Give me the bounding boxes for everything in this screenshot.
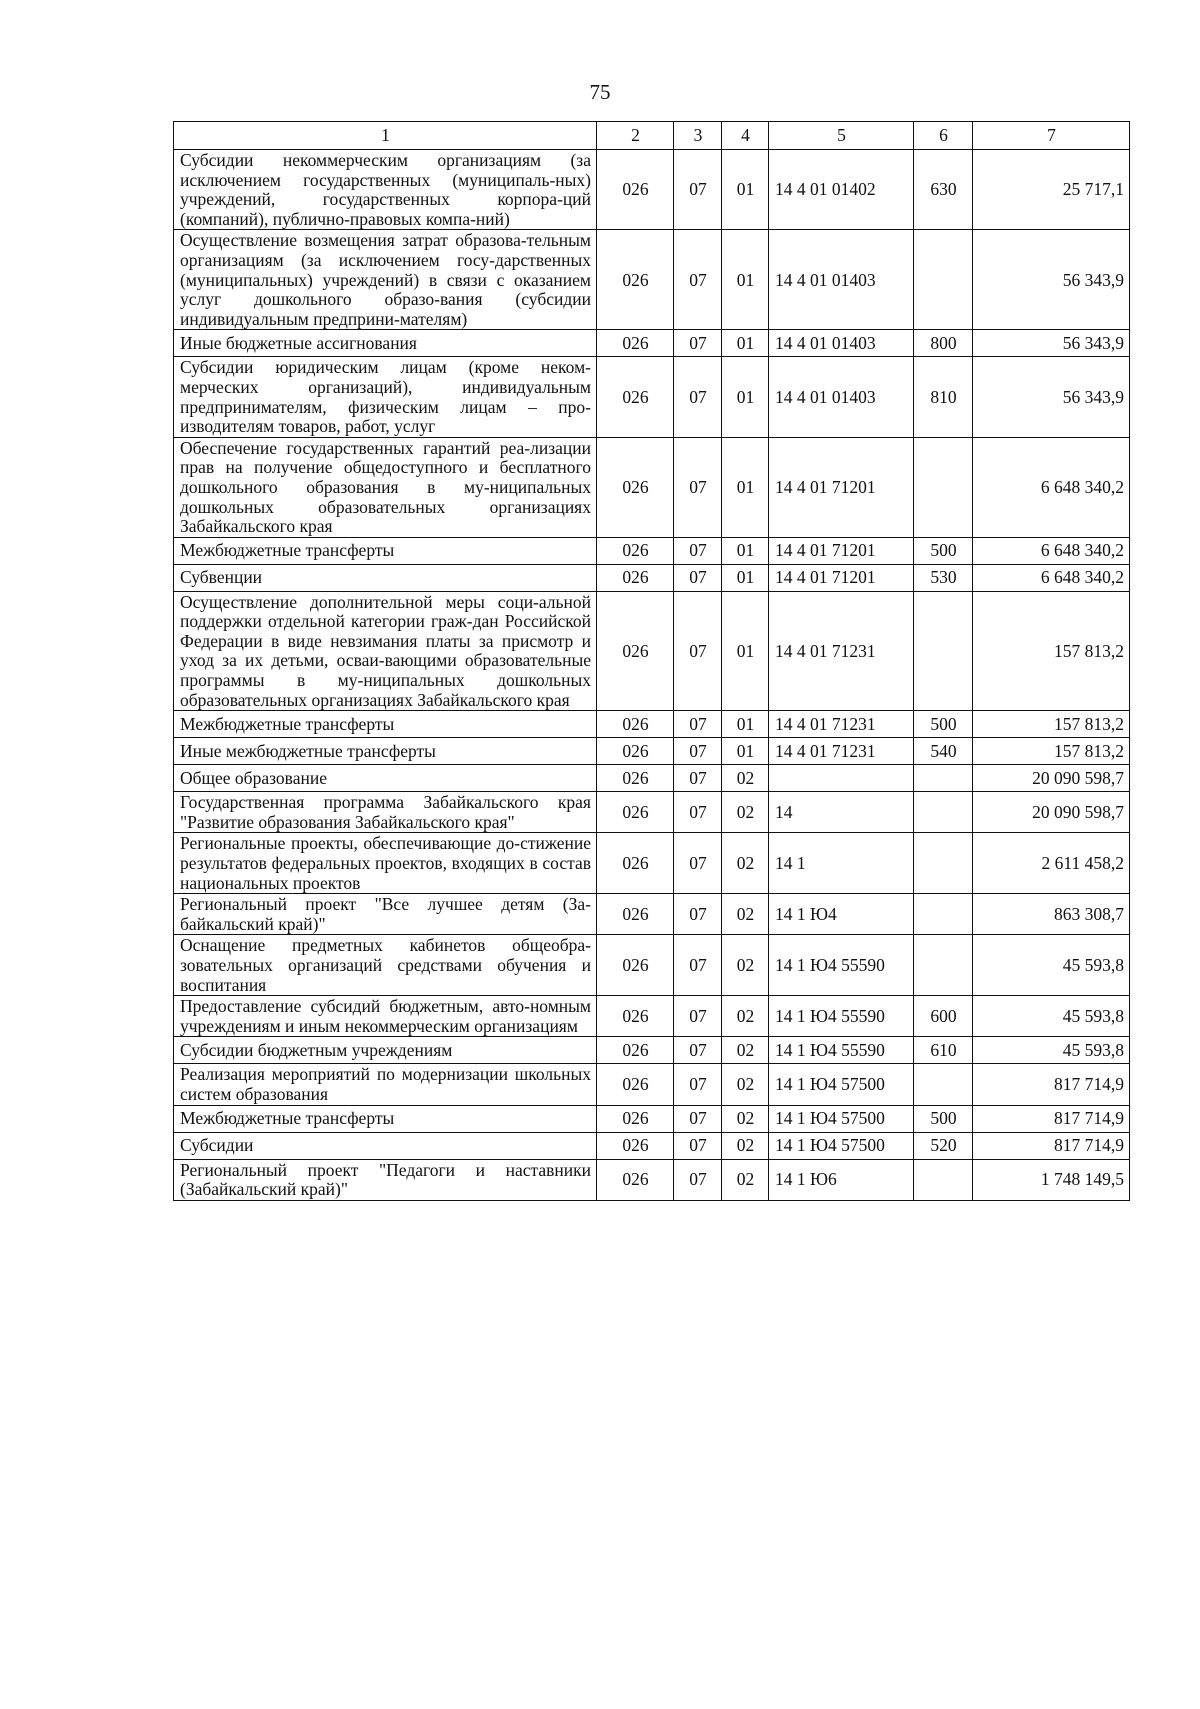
header-row <box>174 122 1130 150</box>
row-col6: 540 <box>914 738 973 765</box>
row-col5: 14 4 01 01403 <box>769 330 914 357</box>
row-col4: 01 <box>722 537 769 564</box>
row-col7: 157 813,2 <box>973 591 1130 711</box>
row-col4: 02 <box>722 1064 769 1105</box>
row-col4: 01 <box>722 591 769 711</box>
row-col6 <box>914 230 973 330</box>
row-col7: 1 748 149,5 <box>973 1159 1130 1200</box>
row-col6: 630 <box>914 150 973 230</box>
table-row <box>174 894 1130 935</box>
table-row <box>174 765 1130 792</box>
row-col5: 14 1 Ю4 57500 <box>769 1105 914 1132</box>
row-col2: 026 <box>597 738 674 765</box>
row-col4: 01 <box>722 150 769 230</box>
row-name: Государственная программа Забайкальского края "Развитие образования Забайкальского края" <box>174 792 597 833</box>
row-name: Межбюджетные трансферты <box>174 537 597 564</box>
row-col3: 07 <box>674 996 722 1037</box>
row-col2: 026 <box>597 935 674 996</box>
row-name: Субсидии <box>174 1132 597 1159</box>
row-col3: 07 <box>674 591 722 711</box>
row-col4: 02 <box>722 765 769 792</box>
row-name: Предоставление субсидий бюджетным, авто-номным учреждениям и иным некоммерческим организациям <box>174 996 597 1037</box>
row-col6: 600 <box>914 996 973 1037</box>
table-row <box>174 1064 1130 1105</box>
row-name: Субвенции <box>174 564 597 591</box>
row-name: Обеспечение государственных гарантий реа-лизации прав на получение общедоступного и бесплатного дошкольного образования в му-ниципальных дошкольных образовательных организациях Забайкальского края <box>174 437 597 537</box>
row-col2: 026 <box>597 833 674 894</box>
row-col5: 14 4 01 71201 <box>769 537 914 564</box>
row-name: Региональный проект "Педагоги и наставники (Забайкальский край)" <box>174 1159 597 1200</box>
row-name: Межбюджетные трансферты <box>174 711 597 738</box>
row-col7: 20 090 598,7 <box>973 792 1130 833</box>
row-col5: 14 1 Ю4 55590 <box>769 935 914 996</box>
row-col4: 02 <box>722 894 769 935</box>
row-name: Субсидии бюджетным учреждениям <box>174 1037 597 1064</box>
row-col3: 07 <box>674 1159 722 1200</box>
row-name: Оснащение предметных кабинетов общеобра-зовательных организаций средствами обучения и воспитания <box>174 935 597 996</box>
row-col4: 02 <box>722 1037 769 1064</box>
row-col2: 026 <box>597 1064 674 1105</box>
row-col7: 56 343,9 <box>973 357 1130 437</box>
header-col-4: 4 <box>722 122 769 150</box>
table-row <box>174 1037 1130 1064</box>
row-col5: 14 4 01 71231 <box>769 711 914 738</box>
row-name: Общее образование <box>174 765 597 792</box>
row-col7: 6 648 340,2 <box>973 564 1130 591</box>
row-col6 <box>914 765 973 792</box>
row-name: Межбюджетные трансферты <box>174 1105 597 1132</box>
table-row <box>174 537 1130 564</box>
table-row <box>174 738 1130 765</box>
row-col2: 026 <box>597 230 674 330</box>
row-col7: 817 714,9 <box>973 1132 1130 1159</box>
row-col2: 026 <box>597 1105 674 1132</box>
row-col3: 07 <box>674 894 722 935</box>
row-col4: 02 <box>722 996 769 1037</box>
row-col3: 07 <box>674 833 722 894</box>
row-col5: 14 1 Ю4 57500 <box>769 1132 914 1159</box>
row-col2: 026 <box>597 996 674 1037</box>
row-name: Осуществление дополнительной меры соци-альной поддержки отдельной категории граж-дан Российской Федерации в виде невзимания платы за присмотр и уход за их детьми, осваи-вающими образовательные программы в му-ниципальных дошкольных образовательных организациях Забайкальского края <box>174 591 597 711</box>
row-col5: 14 4 01 71231 <box>769 738 914 765</box>
row-col7: 817 714,9 <box>973 1105 1130 1132</box>
row-col4: 01 <box>722 357 769 437</box>
row-col7: 6 648 340,2 <box>973 537 1130 564</box>
row-col7: 56 343,9 <box>973 230 1130 330</box>
row-col5: 14 4 01 71201 <box>769 564 914 591</box>
row-col7: 6 648 340,2 <box>973 437 1130 537</box>
table-row <box>174 357 1130 437</box>
row-col2: 026 <box>597 564 674 591</box>
row-col3: 07 <box>674 150 722 230</box>
table-row <box>174 564 1130 591</box>
row-col7: 817 714,9 <box>973 1064 1130 1105</box>
row-col4: 02 <box>722 792 769 833</box>
row-col5: 14 1 Ю4 <box>769 894 914 935</box>
header-col-7: 7 <box>973 122 1130 150</box>
row-name: Субсидии некоммерческим организациям (за исключением государственных (муниципаль-ных) учреждений, государственных корпора-ций (компаний), публично-правовых компа-ний) <box>174 150 597 230</box>
table-row <box>174 996 1130 1037</box>
row-col4: 02 <box>722 833 769 894</box>
row-col6 <box>914 1159 973 1200</box>
row-col2: 026 <box>597 1159 674 1200</box>
row-col3: 07 <box>674 537 722 564</box>
budget-table <box>173 121 1130 1201</box>
row-col2: 026 <box>597 711 674 738</box>
table-row <box>174 1159 1130 1200</box>
row-col5: 14 4 01 01403 <box>769 230 914 330</box>
row-col3: 07 <box>674 1064 722 1105</box>
row-col3: 07 <box>674 738 722 765</box>
table-row <box>174 833 1130 894</box>
row-col5: 14 1 <box>769 833 914 894</box>
row-col6 <box>914 894 973 935</box>
row-col6: 810 <box>914 357 973 437</box>
row-col2: 026 <box>597 765 674 792</box>
header-col-1: 1 <box>174 122 597 150</box>
row-col5: 14 1 Ю4 55590 <box>769 1037 914 1064</box>
row-name: Региональные проекты, обеспечивающие до-стижение результатов федеральных проектов, входящих в состав национальных проектов <box>174 833 597 894</box>
row-col2: 026 <box>597 894 674 935</box>
row-col5: 14 4 01 01403 <box>769 357 914 437</box>
row-col3: 07 <box>674 711 722 738</box>
row-name: Иные бюджетные ассигнования <box>174 330 597 357</box>
page-number: 75 <box>589 80 611 104</box>
row-col3: 07 <box>674 792 722 833</box>
row-col5: 14 4 01 71201 <box>769 437 914 537</box>
table-row <box>174 150 1130 230</box>
row-col6 <box>914 591 973 711</box>
row-col7: 20 090 598,7 <box>973 765 1130 792</box>
row-col6 <box>914 792 973 833</box>
row-col6: 500 <box>914 1105 973 1132</box>
row-col2: 026 <box>597 1037 674 1064</box>
row-col6: 800 <box>914 330 973 357</box>
row-name: Субсидии юридическим лицам (кроме неком-мерческих организаций), индивидуальным предпринимателям, физическим лицам – про-изводителям товаров, работ, услуг <box>174 357 597 437</box>
row-col4: 01 <box>722 230 769 330</box>
row-col3: 07 <box>674 1105 722 1132</box>
row-col7: 2 611 458,2 <box>973 833 1130 894</box>
row-col6 <box>914 935 973 996</box>
header-col-2: 2 <box>597 122 674 150</box>
table-row <box>174 330 1130 357</box>
row-name: Реализация мероприятий по модернизации школьных систем образования <box>174 1064 597 1105</box>
row-col6: 610 <box>914 1037 973 1064</box>
row-col2: 026 <box>597 792 674 833</box>
header-col-6: 6 <box>914 122 973 150</box>
row-col6: 530 <box>914 564 973 591</box>
row-col6: 520 <box>914 1132 973 1159</box>
row-col5: 14 4 01 71231 <box>769 591 914 711</box>
row-col3: 07 <box>674 330 722 357</box>
row-col5: 14 1 Ю4 55590 <box>769 996 914 1037</box>
row-col6 <box>914 1064 973 1105</box>
row-col3: 07 <box>674 935 722 996</box>
row-col7: 45 593,8 <box>973 996 1130 1037</box>
row-col7: 45 593,8 <box>973 1037 1130 1064</box>
table-row <box>174 711 1130 738</box>
row-col7: 157 813,2 <box>973 738 1130 765</box>
row-col7: 56 343,9 <box>973 330 1130 357</box>
row-col3: 07 <box>674 357 722 437</box>
row-col4: 01 <box>722 330 769 357</box>
row-col6 <box>914 437 973 537</box>
row-col4: 01 <box>722 711 769 738</box>
row-name: Иные межбюджетные трансферты <box>174 738 597 765</box>
row-col4: 02 <box>722 1159 769 1200</box>
row-col4: 01 <box>722 437 769 537</box>
row-col2: 026 <box>597 537 674 564</box>
row-col2: 026 <box>597 437 674 537</box>
row-name: Региональный проект "Все лучшее детям (За-байкальский край)" <box>174 894 597 935</box>
row-col5: 14 1 Ю6 <box>769 1159 914 1200</box>
row-col3: 07 <box>674 230 722 330</box>
row-col5: 14 1 Ю4 57500 <box>769 1064 914 1105</box>
row-col7: 863 308,7 <box>973 894 1130 935</box>
table-row <box>174 1132 1130 1159</box>
table-row <box>174 437 1130 537</box>
row-col5 <box>769 765 914 792</box>
header-col-5: 5 <box>769 122 914 150</box>
row-col5: 14 4 01 01402 <box>769 150 914 230</box>
row-col7: 45 593,8 <box>973 935 1130 996</box>
row-col7: 157 813,2 <box>973 711 1130 738</box>
row-col2: 026 <box>597 150 674 230</box>
row-col4: 02 <box>722 1132 769 1159</box>
row-col4: 01 <box>722 738 769 765</box>
table-row <box>174 230 1130 330</box>
row-col3: 07 <box>674 564 722 591</box>
row-col2: 026 <box>597 330 674 357</box>
row-col6: 500 <box>914 537 973 564</box>
table-row <box>174 591 1130 711</box>
row-name: Осуществление возмещения затрат образова-тельным организациям (за исключением госу-дарственных (муниципальных) учреждений) в связи с оказанием услуг дошкольного образо-вания (субсидии индивидуальным предприни-мателям) <box>174 230 597 330</box>
row-col3: 07 <box>674 765 722 792</box>
row-col3: 07 <box>674 1132 722 1159</box>
row-col2: 026 <box>597 591 674 711</box>
row-col7: 25 717,1 <box>973 150 1130 230</box>
table-row <box>174 792 1130 833</box>
row-col6 <box>914 833 973 894</box>
row-col5: 14 <box>769 792 914 833</box>
row-col3: 07 <box>674 437 722 537</box>
row-col2: 026 <box>597 357 674 437</box>
table-row <box>174 1105 1130 1132</box>
row-col4: 02 <box>722 935 769 996</box>
row-col4: 02 <box>722 1105 769 1132</box>
table-row <box>174 935 1130 996</box>
row-col2: 026 <box>597 1132 674 1159</box>
header-col-3: 3 <box>674 122 722 150</box>
row-col3: 07 <box>674 1037 722 1064</box>
row-col4: 01 <box>722 564 769 591</box>
row-col6: 500 <box>914 711 973 738</box>
